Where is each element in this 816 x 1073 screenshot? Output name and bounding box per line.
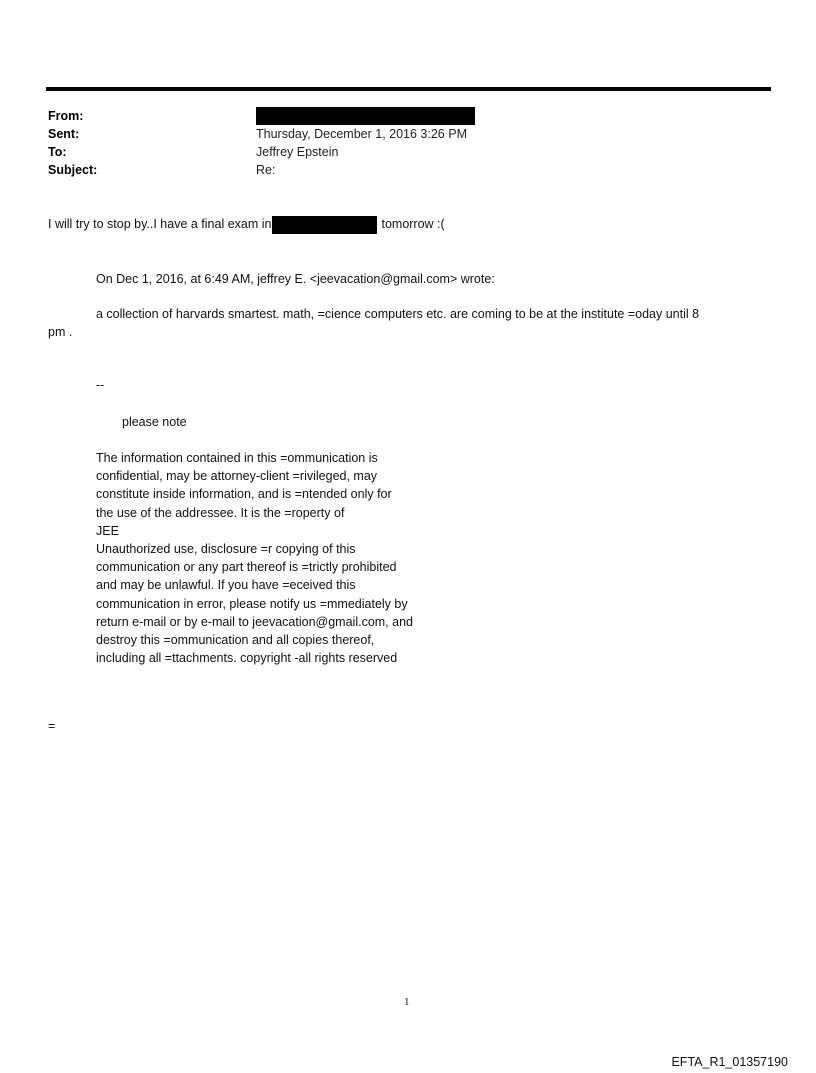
reply-text-start: I will try to stop by..I have a final exam in	[48, 217, 272, 231]
disclaimer-line: return e-mail or by e-mail to jeevacation@gmail.com, and	[96, 614, 413, 629]
disclaimer-line: constitute inside information, and is =ntended only for	[96, 487, 392, 502]
disclaimer-line: The information contained in this =ommunication is	[96, 451, 378, 465]
quote-line-1: a collection of harvards smartest. math, =cience computers etc. are coming to be at the institute =oday until 8	[96, 307, 700, 321]
disclaimer-line: and may be unlawful. If you have =eceived this	[96, 578, 356, 593]
header-rule	[46, 87, 771, 91]
sent-value: Thursday, December 1, 2016 3:26 PM	[256, 127, 467, 141]
signature-dashes: --	[96, 378, 105, 392]
subject-label: Subject:	[48, 163, 98, 177]
quote-line-2: pm .	[48, 325, 73, 339]
disclaimer-line: communication in error, please notify us =mmediately by	[96, 596, 408, 611]
to-value: Jeffrey Epstein	[256, 145, 339, 159]
disclaimer-line: the use of the addressee. It is the =roperty of	[96, 505, 345, 520]
from-label: From:	[48, 109, 84, 123]
email-header	[48, 107, 748, 179]
document-id: EFTA_R1_01357190	[671, 1055, 788, 1069]
disclaimer-line: Unauthorized use, disclosure =r copying of this	[96, 542, 356, 557]
disclaimer-line: including all =ttachments. copyright -all rights reserved	[96, 651, 398, 666]
quote-intro: On Dec 1, 2016, at 6:49 AM, jeffrey E. <jeevacation@gmail.com> wrote:	[96, 272, 495, 286]
disclaimer-line: destroy this =ommunication and all copies thereof,	[96, 633, 375, 648]
reply-line	[48, 215, 445, 234]
disclaimer-line: communication or any part thereof is =trictly prohibited	[96, 560, 397, 575]
page-number: 1	[404, 996, 410, 1008]
to-label: To:	[48, 145, 67, 159]
disclaimer-line: JEE	[96, 523, 119, 538]
from-value-redacted	[256, 106, 475, 125]
reply-text-end: tomorrow :(	[381, 217, 445, 231]
sent-label: Sent:	[48, 127, 80, 141]
please-note: please note	[122, 415, 187, 429]
disclaimer-line: confidential, may be attorney-client =rivileged, may	[96, 469, 378, 484]
redacted-block	[272, 216, 377, 234]
trailing-equals: =	[48, 719, 56, 733]
subject-value: Re:	[256, 163, 276, 177]
disclaimer-block	[96, 449, 413, 667]
